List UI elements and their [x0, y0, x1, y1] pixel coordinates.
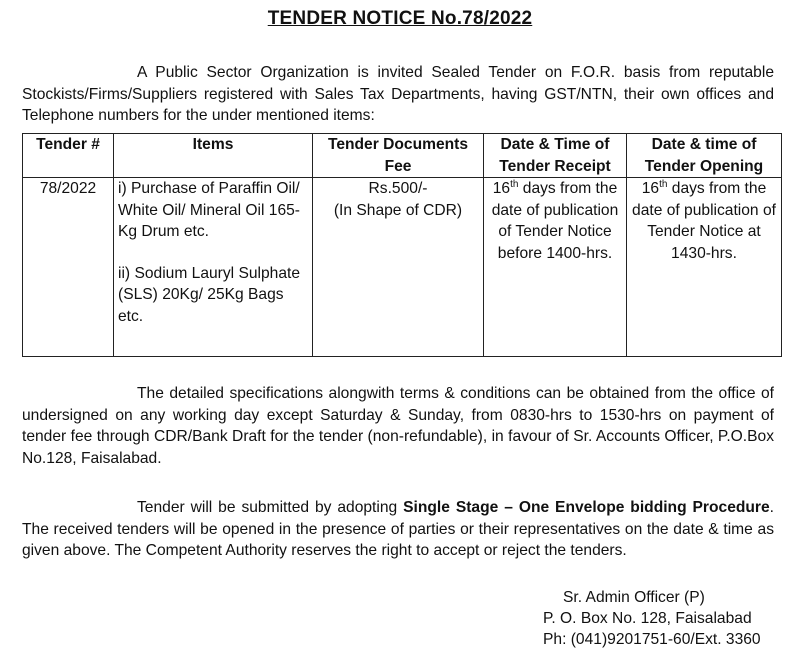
submission-paragraph — [22, 497, 774, 562]
opening-day-suffix: th — [659, 178, 668, 190]
cell-receipt — [484, 178, 627, 357]
signature-designation: Sr. Admin Officer (P) — [563, 589, 705, 606]
opening-text: days from the date of publication of Tender Notice at 1430-hrs. — [632, 180, 776, 262]
intro-paragraph: A Public Sector Organization is invited Sealed Tender on F.O.R. basis from reputable Stockists/Firms/Suppliers registered with Sales Tax Departments, having GST/NTN, their own offices and Telephone numbers for the under mentioned items: — [22, 64, 774, 124]
fee-amount: Rs.500/- — [368, 180, 428, 197]
cell-fee — [313, 178, 484, 357]
fee-mode: (In Shape of CDR) — [333, 201, 463, 219]
header-items: Items — [114, 134, 313, 178]
header-tender-number: Tender # — [23, 134, 114, 178]
receipt-text: days from the date of publication of Tender Notice before 1400-hrs. — [491, 180, 619, 262]
signature-phone: Ph: (041)9201751-60/Ext. 3360 — [543, 631, 761, 648]
header-opening: Date & time of Tender Opening — [627, 134, 782, 178]
cell-opening — [627, 178, 782, 357]
specifications-paragraph: The detailed specifications alongwith terms & conditions can be obtained from the office of undersigned on any working day except Saturday & Sunday, from 0830-hrs to 1530-hrs on payment of tender fee through CDR/Bank Draft for the tender (non-refundable), in favour of Sr. Accounts Officer, P.O.Box No.128, Faisalabad. — [22, 385, 774, 467]
tender-table — [22, 133, 782, 357]
signature-address: P. O. Box No. 128, Faisalabad — [543, 610, 752, 627]
table-header-row — [23, 134, 782, 178]
procedure-name: Single Stage – One Envelope bidding Procedure — [403, 499, 770, 516]
item-1: i) Purchase of Paraffin Oil/ White Oil/ Mineral Oil 165-Kg Drum etc. — [118, 180, 300, 240]
submission-text-before: Tender will be submitted by adopting — [137, 499, 404, 516]
signature-block — [543, 587, 761, 650]
header-receipt: Date & Time of Tender Receipt — [484, 134, 627, 178]
table-row — [23, 178, 782, 357]
receipt-day-suffix: th — [510, 178, 519, 190]
cell-items — [114, 178, 313, 357]
submission-text-after: . The received tenders will be opened in the presence of parties or their representatives on the date & time as given above. The Competent Authority reserves the right to accept or reject the tenders. — [22, 499, 774, 559]
receipt-day-number: 16 — [492, 180, 511, 197]
opening-day-number: 16 — [641, 180, 660, 197]
item-2: ii) Sodium Lauryl Sulphate (SLS) 20Kg/ 25Kg Bags etc. — [118, 264, 301, 325]
notice-title: TENDER NOTICE No.78/2022 — [267, 8, 533, 29]
header-fee: Tender Documents Fee — [313, 134, 484, 178]
cell-tender-number: 78/2022 — [23, 178, 114, 357]
